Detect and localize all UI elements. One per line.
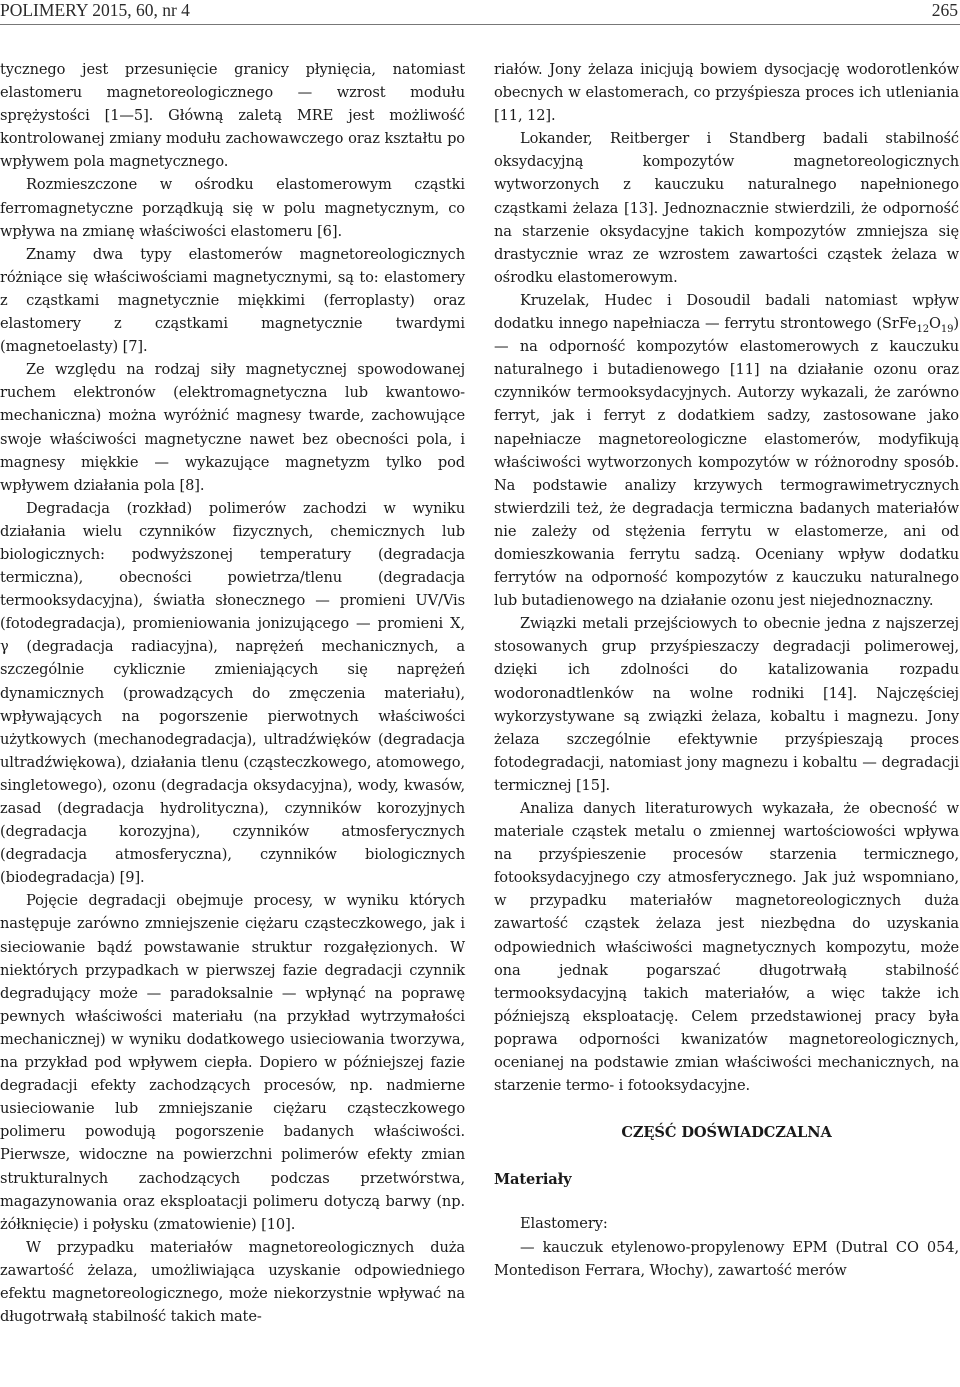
paragraph: Analiza danych literaturowych wykazała, że obecność w materiale cząstek metalu o zmiennej wartościowości wpływa na przyśpieszenie procesów starzenia termicznego, fotooksydacyjnego czy atmosferycznego. Jak już wspomniano, w przypadku materiałów magnetoreologicznych duża zawartość cząstek żelaza jest niezbędna do uzyskania odpowiednich właściwości magnetycznych kompozytu, może ona jednak pogarszać długotrwałą stabilność termooksydacyjną takich materiałów, a więc także ich późniejszą eksploatację. Celem przedstawionej pracy była poprawa odporności kwanizatów magnetoreologicznych, ocenianej na podstawie zmian właściwości mechanicznych, na starzenie termo- i fotooksydacyjne. [494, 800, 959, 1095]
text-run: Kruzelak, Hudec i Dosoudil badali natomiast wpływ dodatku innego napełniacza — ferrytu strontowego (SrFe [494, 291, 959, 333]
list-item: — kauczuk etylenowo-propylenowy EPM (Dutral CO 054, Montedison Ferrara, Włochy), zawartość merów [494, 1238, 959, 1279]
right-column [494, 58, 959, 1282]
paragraph: Pojęcie degradacji obejmuje procesy, w wyniku których następuje zarówno zmniejszenie ciężaru cząsteczkowego, jak i sieciowanie bądź powstawanie struktur rozgałęzionych. W niektórych przypadkach w pierwszej fazie degradacji czynnik degradujący może — paradoksalnie — wpłynąć na poprawę pewnych właściwości materiału (na przykład wytrzymałości mechanicznej) w wyniku dodatkowego usieciowania tworzywa, na przykład pod wpływem ciepła. Dopiero w późniejszej fazie degradacji efekty zachodzących procesów, np. nadmierne usieciowanie lub zmniejszanie ciężaru cząsteczkowego polimeru powodują pogorszenie badanych właściwości. Pierwsze, widoczne na powierzchni polimerów efekty zmian strukturalnych zachodzących podczas przetwórstwa, magazynowania oraz eksploatacji polimeru dotyczą barwy (np. żółknięcie) i połysku (zmatowienie) [10]. [0, 892, 465, 1233]
paragraph: Ze względu na rodzaj siły magnetycznej spowodowanej ruchem elektronów (elektromagnetyczna lub kwantowo-mechaniczna) można wyróżnić magnesy twarde, zachowujące swoje właściwości magnetyczne nawet bez obecności pola, i magnesy miękkie — wykazujące magnetyzm tylko pod wpływem działania pola [8]. [0, 361, 465, 494]
paragraph: tycznego jest przesunięcie granicy płynięcia, natomiast elastomeru magnetoreologicznego — wzrost modułu sprężystości [1—5]. Główną zaletą MRE jest możliwość kontrolowanej zmiany modułu zachowawczego oraz kształtu po wpływem pola magnetycznego. [0, 61, 465, 171]
text-run: O [929, 315, 941, 333]
text-run: ) — na odporność kompozytów elastomerowych z kauczuku naturalnego i butadienowego [11] na działanie ozonu oraz czynników termooksydacyjnych. Autorzy wykazali, że zarówno ferryt, jak i ferryt z dodatkiem sadzy, zastosowane jako napełniacze magnetoreologiczne elastomerów, modyfikują właściwości wytworzonych kompozytów w różnorodny sposób. Na podstawie analizy krzywych termograwimetrycznych stwierdzili też, że degradacja termiczna badanych materiałów nie zależy od stężenia ferrytu w elastomerze, ani od domieszkowania ferrytu sadzą. Oceniany wpływ dodatku ferrytów na odporność kompozytów z kauczuku naturalnego lub butadienowego na działanie ozonu jest niejednoznaczny. [494, 315, 959, 610]
paragraph: Związki metali przejściowych to obecnie jedna z najszerzej stosowanych grup przyśpieszaczy degradacji polimerowej, dzięki ich zdolności do katalizowania rozpadu wodoronadtlenków na wolne rodniki [14]. Najczęściej wykorzystywane są związki żelaza, kobaltu i magnezu. Jony żelaza szczególnie efektywnie przyśpieszają proces fotodegradacji, natomiast jony magnezu i kobaltu — degradacji termicznej [15]. [494, 615, 959, 794]
subscript: 19 [940, 323, 954, 335]
list-label: Elastomery: [520, 1215, 608, 1233]
paragraph: riałów. Jony żelaza inicjują bowiem dysocjację wodorotlenków obecnych w elastomerach, co przyśpiesza proces ich utleniania [11, 12]. [494, 61, 959, 125]
journal-title: POLIMERY 2015, 60, nr 4 [0, 0, 190, 20]
header-divider [0, 24, 960, 25]
spacer [494, 1097, 959, 1121]
paragraph [494, 289, 959, 612]
page-number: 265 [931, 0, 958, 20]
subsection-heading: Materiały [494, 1171, 572, 1189]
paragraph: Degradacja (rozkład) polimerów zachodzi w wyniku działania wielu czynników fizycznych, chemicznych lub biologicznych: podwyższonej temperatury (degradacja termiczna), obecności powietrza/tlenu (degradacja termooksydacyjna), światła słonecznego — promieni UV/Vis (fotodegradacja), promieniowania jonizującego — promieni X, γ (degradacja radiacyjna), naprężeń mechanicznych, a szczególnie cyklicznie zmieniających się naprężeń dynamicznych (prowadzących do zmęczenia materiału), wpływających na pogorszenie pierwotnych właściwości użytkowych (mechanodegradacja), ultradźwięków (degradacja ultradźwiękowa), działania tlenu (cząsteczkowego, atomowego, singletowego), ozonu (degradacja oksydacyjna), wody, kwasów, zasad (degradacja hydrolityczna), czynników korozyjnych (degradacja korozyjna), czynników atmosferycznych (degradacja atmosferyczna), czynników biologicznych (biodegradacja) [9]. [0, 499, 465, 887]
paragraph: W przypadku materiałów magnetoreologicznych duża zawartość żelaza, umożliwiająca uzyskanie odpowiedniego efektu magnetoreologicznego, może niekorzystnie wpływać na długotrwałą stabilność takich mate- [0, 1238, 465, 1326]
section-heading: CZĘŚĆ DOŚWIADCZALNA [621, 1124, 832, 1142]
left-column [0, 58, 465, 1328]
subscript: 12 [916, 323, 929, 335]
paragraph: Rozmieszczone w ośrodku elastomerowym cząstki ferromagnetyczne porządkują się w polu magnetycznym, co wpływa na zmianę właściwości elastomeru [6]. [0, 176, 465, 240]
paragraph: Znamy dwa typy elastomerów magnetoreologicznych różniące się właściwościami magnetycznymi, są to: elastomery z cząstkami magnetycznie miękkimi (ferroplasty) oraz elastomery z cząstkami magnetycznie twardymi (magnetoelasty) [7]. [0, 245, 465, 356]
spacer [494, 1144, 959, 1168]
paragraph: Lokander, Reitberger i Standberg badali stabilność oksydacyjną kompozytów magnetoreologicznych wytworzonych z kauczuku naturalnego napełnionego cząstkami żelaza [13]. Jednoznacznie stwierdzili, że odporność na starzenie oksydacyjne takich kompozytów zmniejsza się drastycznie wraz ze wzrostem zawartości cząstek żelaza w ośrodku elastomerowym. [494, 130, 959, 286]
spacer [494, 1191, 959, 1212]
page-header [0, 0, 960, 26]
